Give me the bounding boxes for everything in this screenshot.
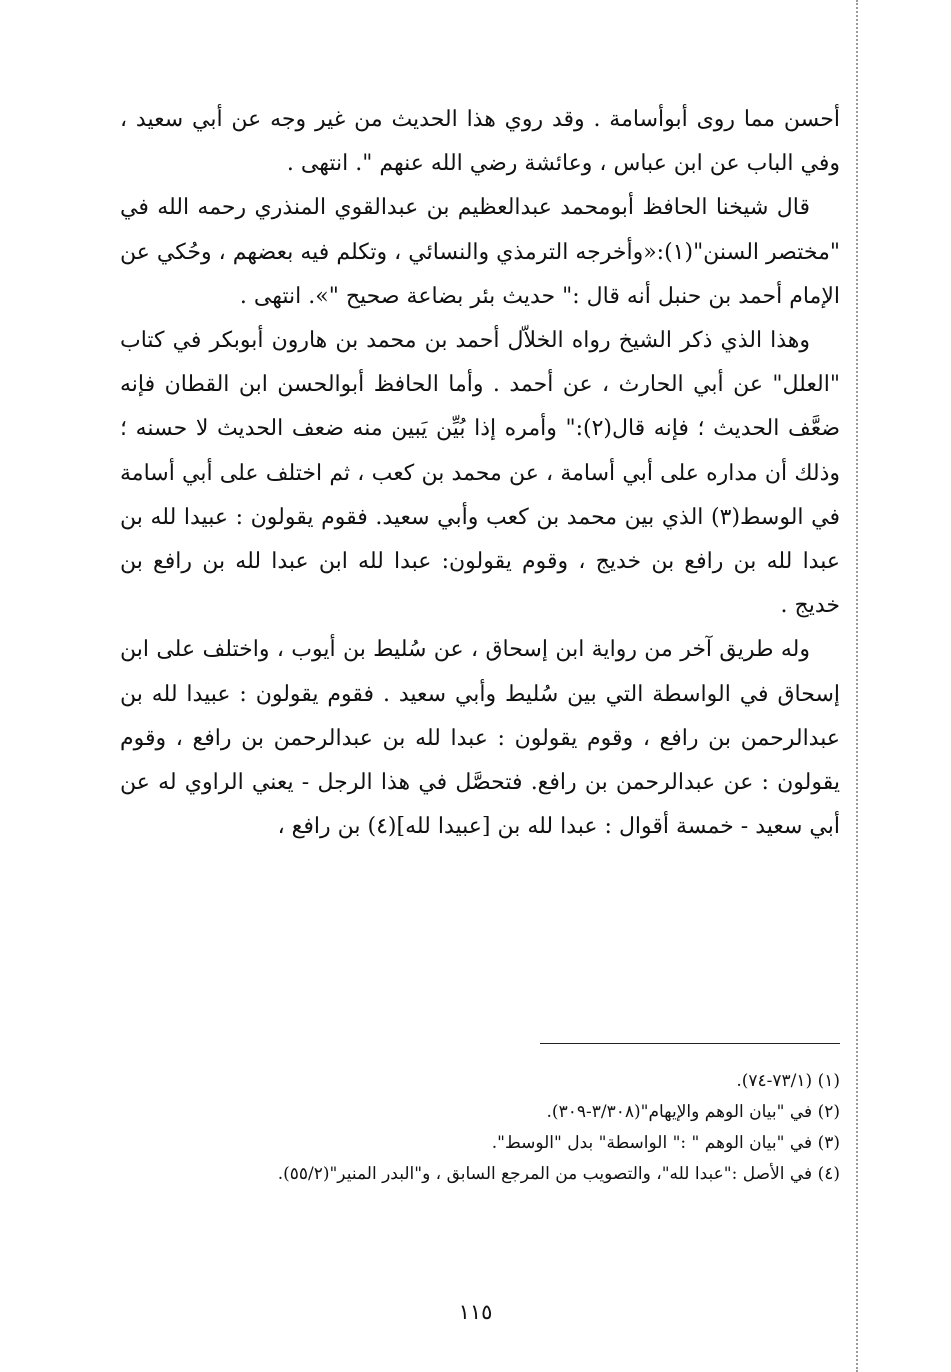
page-number: ١١٥	[458, 1300, 493, 1324]
footnote-separator	[540, 1043, 840, 1044]
margin-dotted-line	[856, 0, 858, 1372]
paragraph-1: أحسن مما روى أبوأسامة . وقد روي هذا الحديث من غير وجه عن أبي سعيد ، وفي الباب عن ابن عباس ، وعائشة رضي الله عنهم ". انتهى .	[120, 107, 840, 177]
footnotes	[277, 1066, 840, 1190]
main-text	[120, 98, 840, 849]
footnote-4: (٤) في الأصل :"عبدا لله"، والتصويب من المرجع السابق ، و"البدر المنير"(٥٥/٢).	[277, 1164, 840, 1184]
paragraph-2: قال شيخنا الحافظ أبومحمد عبدالعظيم بن عبدالقوي المنذري رحمه الله في "مختصر السنن"(١):«وأخرجه الترمذي والنسائي ، وتكلم فيه بعضهم ، وحُكي عن الإمام أحمد بن حنبل أنه قال :" حديث بئر بضاعة صحيح "». انتهى .	[120, 195, 840, 309]
paragraph-3: وهذا الذي ذكر الشيخ رواه الخلاّل أحمد بن محمد بن هارون أبوبكر في كتاب "العلل" عن أبي الحارث ، عن أحمد . وأما الحافظ أبوالحسن ابن القطان فإنه ضعَّف الحديث ؛ فإنه قال(٢):" وأمره إذا بُيِّن يَبين منه ضعف الحديث لا حسنه ؛ وذلك أن مداره على أبي أسامة ، عن محمد بن كعب ، ثم اختلف على أبي أسامة في الوسط(٣) الذي بين محمد بن كعب وأبي سعيد. فقوم يقولون : عبيدا لله بن عبدا لله بن رافع بن خديج ، وقوم يقولون: عبدا لله ابن عبدا لله بن رافع بن خديج .	[120, 328, 841, 619]
paragraph-4: وله طريق آخر من رواية ابن إسحاق ، عن سُليط بن أيوب ، واختلف على ابن إسحاق في الواسطة التي بين سُليط وأبي سعيد . فقوم يقولون : عبيدا لله بن عبدالرحمن بن رافع ، وقوم يقولون : عبدا لله بن عبدالرحمن بن رافع ، وقوم يقولون : عن عبدالرحمن بن رافع. فتحصَّل في هذا الرجل - يعني الراوي له عن أبي سعيد - خمسة أقوال : عبدا لله بن [عبيدا لله](٤) بن رافع ،	[120, 637, 840, 840]
footnote-1: (١) (٧٣/١-٧٤).	[736, 1071, 840, 1091]
footnote-3: (٣) في "بيان الوهم " :" الواسطة" بدل "الوسط".	[491, 1133, 840, 1153]
footnote-2: (٢) في "بيان الوهم والإيهام"(٣/٣٠٨-٣٠٩).	[546, 1102, 840, 1122]
